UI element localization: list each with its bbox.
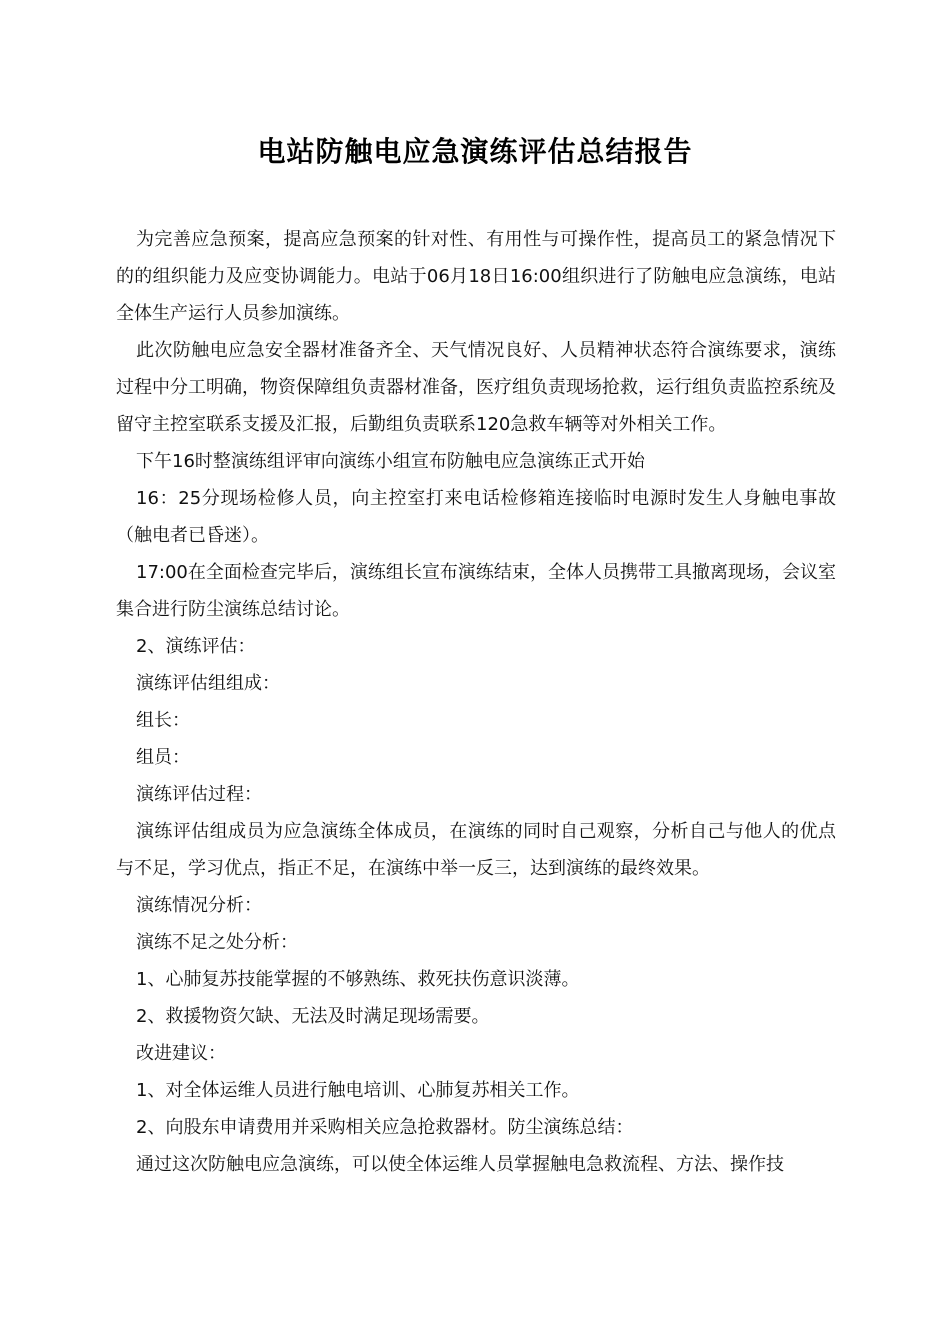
paragraph-analysis-heading: 演练情况分析：: [136, 895, 262, 916]
paragraph-improvement-heading: 改进建议：: [136, 1043, 226, 1064]
paragraph-end: 17:00在全面检查完毕后，演练组长宣布演练结束，全体人员携带工具撤离现场，会议室集合进行防尘演练总结讨论。: [116, 562, 836, 620]
paragraph-incident: 16：25分现场检修人员，向主控室打来电话检修箱连接临时电源时发生人身触电事故（触电者已昏迷）。: [116, 488, 836, 546]
paragraph-intro: 为完善应急预案，提高应急预案的针对性、有用性与可操作性，提高员工的紧急情况下的的组织能力及应变协调能力。电站于06月18日16:00组织进行了防触电应急演练，电站全体生产运行人员参加演练。: [116, 229, 836, 324]
paragraph-process: 演练评估组成员为应急演练全体成员，在演练的同时自己观察，分析自己与他人的优点与不足，学习优点，指正不足，在演练中举一反三，达到演练的最终效果。: [116, 821, 836, 879]
document-body: [116, 221, 836, 1183]
section-heading-evaluation: 2、演练评估：: [136, 636, 256, 657]
list-item-improvement-1: 1、对全体运维人员进行触电培训、心肺复苏相关工作。: [136, 1080, 580, 1101]
paragraph-shortcomings-heading: 演练不足之处分析：: [136, 932, 298, 953]
paragraph-team-composition: 演练评估组组成：: [136, 673, 280, 694]
paragraph-preparation: 此次防触电应急安全器材准备齐全、天气情况良好、人员精神状态符合演练要求，演练过程中分工明确，物资保障组负责器材准备，医疗组负责现场抢救，运行组负责监控系统及留守主控室联系支援及汇报，后勤组负责联系120急救车辆等对外相关工作。: [116, 340, 836, 435]
paragraph-start: 下午16时整演练组评审向演练小组宣布防触电应急演练正式开始: [136, 451, 645, 472]
paragraph-process-heading: 演练评估过程：: [136, 784, 262, 805]
paragraph-conclusion: 通过这次防触电应急演练，可以使全体运维人员掌握触电急救流程、方法、操作技: [136, 1154, 784, 1175]
list-item-shortcoming-2: 2、救援物资欠缺、无法及时满足现场需要。: [136, 1006, 490, 1027]
list-item-improvement-2: 2、向股东申请费用并采购相关应急抢救器材。防尘演练总结：: [136, 1117, 634, 1138]
paragraph-team-leader: 组长：: [136, 710, 190, 731]
list-item-shortcoming-1: 1、心肺复苏技能掌握的不够熟练、救死扶伤意识淡薄。: [136, 969, 580, 990]
document-title: 电站防触电应急演练评估总结报告: [257, 135, 693, 168]
paragraph-team-members: 组员：: [136, 747, 190, 768]
